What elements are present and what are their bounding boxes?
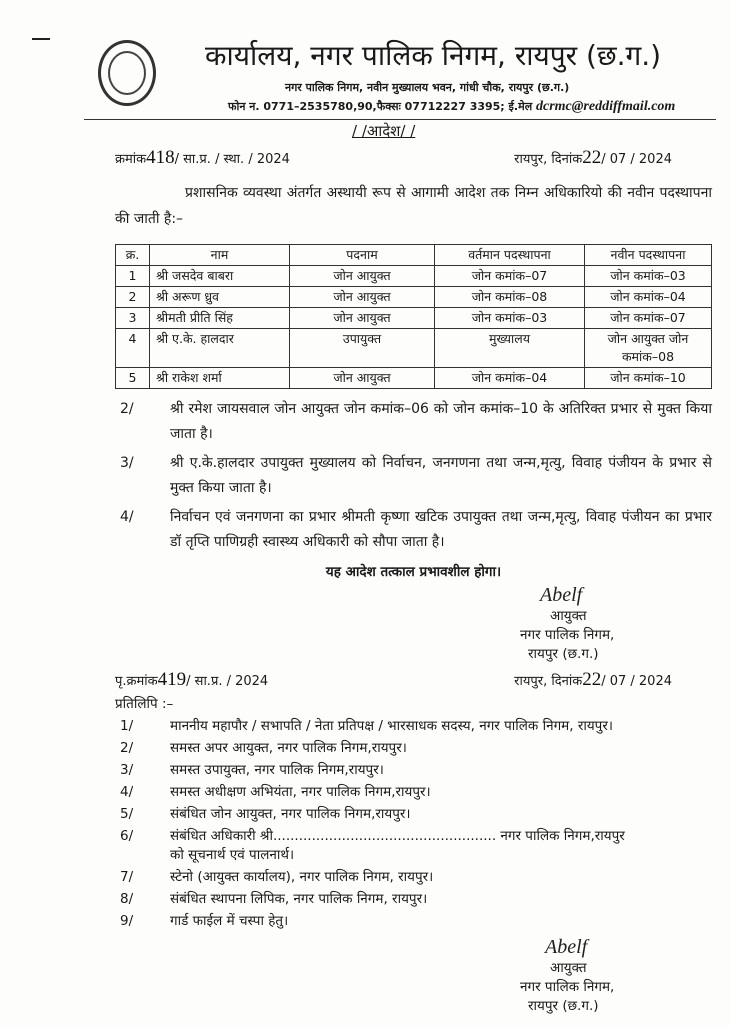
order-intro: प्रशासनिक व्यवस्था अंतर्गत अस्थायी रूप से आगामी आदेश तक निम्न अधिकारियो की नवीन पदस्थापना की जाती है:– <box>115 185 712 227</box>
table-cell: श्री राकेश शर्मा <box>150 368 290 389</box>
effect-statement: यह आदेश तत्काल प्रभावशील होगा। <box>325 564 502 580</box>
table-row <box>116 266 712 287</box>
col-header: क्र. <box>116 245 150 266</box>
margin-mark <box>32 38 50 40</box>
table-cell: जोन कमांक–07 <box>435 266 585 287</box>
office-title: कार्यालय, नगर पालिक निगम, रायपुर (छ.ग.) <box>205 39 662 72</box>
table-cell: जोन आयुक्त <box>290 266 435 287</box>
copy-order-number: पृ.क्रमांक419/ सा.प्र. / 2024 <box>115 669 269 690</box>
table-cell: जोन कमांक–03 <box>585 266 712 287</box>
office-contact: फोन न. 0771–2535780,90,फैक्सः 07712227 3395; ई.मेल dcrmc@reddiffmail.com <box>228 99 676 114</box>
copy-recipient: 2/ समस्त अपर आयुक्त, नगर पालिक निगम,रायपुर। <box>120 740 407 756</box>
order-number: क्रमांक418/ सा.प्र. / स्था. / 2024 <box>115 147 290 168</box>
table-cell: 3 <box>116 308 150 329</box>
copy-recipient: 9/ गार्ड फाईल में चस्पा हेतु। <box>120 913 289 929</box>
order-point: 2/ श्री रमेश जायसवाल जोन आयुक्त जोन कमांक–06 को जोन कमांक–10 के अतिरिक्त प्रभार से मुक्त किया जाता है। <box>120 401 712 442</box>
signature: Abelf <box>545 936 588 958</box>
table-cell: जोन कमांक–10 <box>585 368 712 389</box>
office-address: नगर पालिक निगम, नवीन मुख्यालय भवन, गांधी चौक, रायपुर (छ.ग.) <box>285 81 570 94</box>
signature-block: Abelf आयुक्त नगर पालिक निगम, रायपुर (छ.ग.) <box>520 583 712 664</box>
table-cell: श्रीमती प्रीति सिंह <box>150 308 290 329</box>
copy-order-date: रायपुर, दिनांक22/ 07 / 2024 <box>514 669 672 690</box>
table-cell: मुख्यालय <box>435 329 585 368</box>
order-date: रायपुर, दिनांक22/ 07 / 2024 <box>514 147 672 168</box>
col-header: पदनाम <box>290 245 435 266</box>
table-cell: जोन कमांक–03 <box>435 308 585 329</box>
table-cell: जोन आयुक्त <box>290 308 435 329</box>
order-point: 4/ निर्वाचन एवं जनगणना का प्रभार श्रीमती कृष्णा खटिक उपायुक्त तथा जन्म,मृत्यु, विवाह पंजीयन का प्रभार डॉ तृप्ति पाणिग्रही स्वास्थ्य अधिकारी को सौपा जाता है। <box>120 509 712 550</box>
order-reference-row <box>115 146 712 172</box>
email-address: dcrmc@reddiffmail.com <box>536 99 676 114</box>
table-cell: जोन आयुक्त <box>290 368 435 389</box>
signature-block-2: Abelf आयुक्त नगर पालिक निगम, रायपुर (छ.ग.) <box>520 935 712 1016</box>
table-row <box>116 308 712 329</box>
table-cell: श्री ए.के. हालदार <box>150 329 290 368</box>
table-row <box>116 329 712 368</box>
order-body <box>115 0 712 1016</box>
col-header: नाम <box>150 245 290 266</box>
order-heading: / /आदेश/ / <box>352 122 416 140</box>
table-cell: 1 <box>116 266 150 287</box>
copy-recipient: 3/ समस्त उपायुक्त, नगर पालिक निगम,रायपुर। <box>120 762 384 778</box>
table-cell: जोन आयुक्त जोन कमांक–08 <box>585 329 712 368</box>
copy-order-reference-row <box>115 668 712 694</box>
col-header: नवीन पदस्थापना <box>585 245 712 266</box>
table-row <box>116 368 712 389</box>
order-point: 3/ श्री ए.के.हालदार उपायुक्त मुख्यालय को निर्वाचन, जनगणना तथा जन्म,मृत्यु, विवाह पंजीयन के प्रभार से मुक्त किया जाता है। <box>120 455 712 496</box>
copy-recipient: 7/ स्टेनो (आयुक्त कार्यालय), नगर पालिक निगम, रायपुर। <box>120 869 434 885</box>
table-cell: 5 <box>116 368 150 389</box>
copy-recipient: 4/ समस्त अधीक्षण अभियंता, नगर पालिक निगम,रायपुर। <box>120 784 431 800</box>
table-cell: उपायुक्त <box>290 329 435 368</box>
copy-recipient: 8/ संबंधित स्थापना लिपिक, नगर पालिक निगम, रायपुर। <box>120 891 428 907</box>
table-cell: 2 <box>116 287 150 308</box>
table-row <box>116 287 712 308</box>
table-cell: जोन कमांक–07 <box>585 308 712 329</box>
table-cell: 4 <box>116 329 150 368</box>
signature: Abelf <box>540 584 583 606</box>
table-cell: श्री अरूण ध्रुव <box>150 287 290 308</box>
copy-label: प्रतिलिपि :– <box>115 696 174 712</box>
copy-recipient: 1/ माननीय महापौर / सभापति / नेता प्रतिपक्ष / भारसाधक सदस्य, नगर पालिक निगम, रायपुर। <box>120 718 613 734</box>
copy-recipient: 6/ संबंधित अधिकारी श्री.................................................... नगर पालिक निगम,रायपुर को सूचनार्थ एवं पालनार्थ। <box>120 828 625 863</box>
col-header: वर्तमान पदस्थापना <box>435 245 585 266</box>
table-cell: श्री जसदेव बाबरा <box>150 266 290 287</box>
table-cell: जोन कमांक–08 <box>435 287 585 308</box>
table-cell: जोन कमांक–04 <box>585 287 712 308</box>
posting-table <box>115 244 712 389</box>
copy-recipient: 5/ संबंधित जोन आयुक्त, नगर पालिक निगम,रायपुर। <box>120 806 411 822</box>
table-cell: जोन कमांक–04 <box>435 368 585 389</box>
table-cell: जोन आयुक्त <box>290 287 435 308</box>
